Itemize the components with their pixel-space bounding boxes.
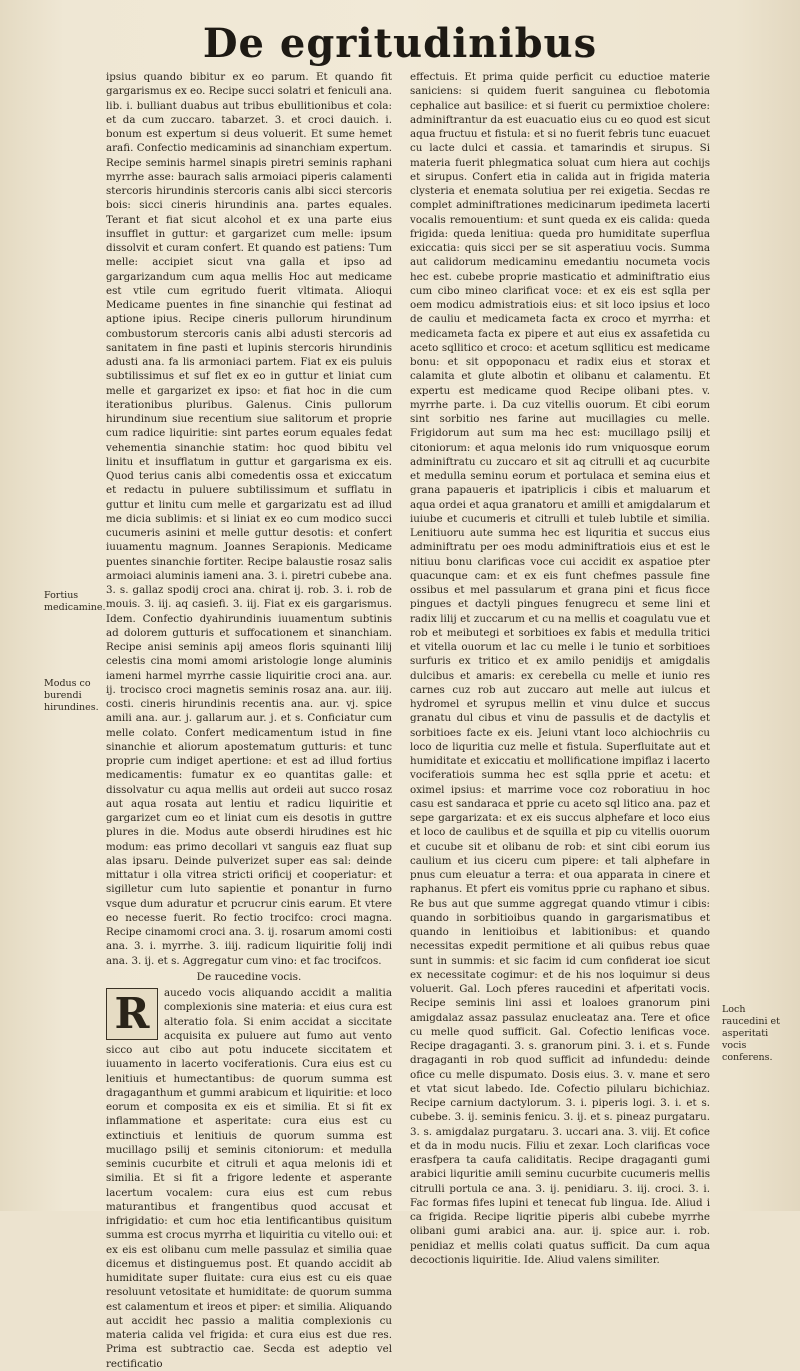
- section-initial-block: [106, 986, 392, 1371]
- left-text-column: [106, 70, 392, 1370]
- margin-note-loch: Loch raucedini et asperitati vocis conferens.: [722, 1004, 781, 1063]
- page-title: De egritudinibus: [202, 20, 598, 67]
- right-paragraph-1: effectuis. Et prima quide perficit cu eductioe materie saniciens: si quidem fuerit sanguinea cu flebotomia cephalice aut basilice: et si fuerit cu permixtioe cholere: adminiftrantur da est euacuatio eius cu eo quod est sicut aqua fructuu et fistula: et si no fuerit febris tunc euacuet cu lacte dulci et cassia. et tamarindis et sirupus. Si materia fuerit phlegmatica soluat cum hiera aut cochijs et sirupus. Confert etia in calida aut in frigida materia clysteria et enemata solutiua per rei exigetia. Secdas re complet adminiftrationes medicinarum ipedimeta lacerti vocalis remouentium: et sunt queda ex eis calida: queda frigida: queda lenitiua: queda pro humiditate superflua exiccatia: quis sicci per se sit asperatiuu vocis. Summa aut calidorum medicaminu emedantiu nocumeta vocis hec est. cubebe proprie masticatio et adminiftratio eius cum cibo mineo clarificat voce: et ex eis est sqlla per oem modicu admistratiois eius: et sit loco ipsius et loco de cauliu et medicameta facta ex croco et myrrha: et medicameta facta ex pipere et aut eius ex assafetida cu aceto sqllitico et croco: et acetum sqlliticu est medicame bonu: et sit oppoponacu et radix eius et storax et calamita et glute albotin et olibanu et calamentu. Et expertu est medicame quod Recipe olibani ptes. v. myrrhe parte. i. Da cuz vitellis ouorum. Et cibi eorum sint sorbitio nes farine aut mucillagies cu melle. Frigidorum aut sum ma hec est: mucillago psilij et citoniorum: et aqua melonis ido rum vniquosque eorum adminiftratu cu zuccaro et sit aq citrulli et aq cucurbite et medulla seminu eorum et portulaca et semina eius et grana papaueris et ipatriplicis i cibis et maluarum et aqua ordei et aqua granatoru et amilli et amigdalarum et iuiube et cucumeris et citrulli et tuleb lubtile et similia. Lenitiuoru aute summa hec est liquritia et succus eius adminiftratu per oes modu adminiftratiois eius et est le nitiuu bonu clarificas voce cui accidit ex aspatioe pter quacunque cam: et ex eis funt chefmes passule fine ossibus et mel passularum et grana pini et ficus ficce pingues et dactyli pingues fenugrecu et seme lini et radix lilij et zuccarum et cu na mellis et coagulatu vue et rob et meibutegi et sorbitioes ex fabis et medulla tritici et vitella ouorum et lac cu melle i le tunio et sorbitioes surfuris ex tritico et ex amilo penidijs et amigdalis dulcibus et amaris: ex cerebella cu melle et iunio res carnes cuz rob aut zuccaro aut melle aut iulcus et hydromel et syrupus mellin et vinu dulce et succus granatu dul cibus et vinu de passulis et de dactylis et sorbitioes facte ex eis. Jeiuni vtant loco alchiochriis cu loco de liquritia cuz melle et fistula. Superfluitate aut et humiditate et exiccatiu et mollificatione impiflaz i lacerto vociferatiois summa hec est sqlla pprie et acetu: et oximel ipsius: et marrime voce coz roboratiuu in hoc casu est sandaraca et pprie cu aceto sql litico ana. paz et sepe gargarizata: et ex eis succus alphefare et loco eius et loco de caulibus et de squilla et pip cu vitellis ouorum et cucube sit et olibanu de rob: et sint cibi eorum ius caulium et ius ciceru cum pipere: et tali alphefare in pnus cum eleuatur a terra: et oua apparata in cinere et raphanus. Et pfert eis vomitus pprie cu raphano et sibus. Re bus aut que summe aggregat quando vtimur i cibis: quando in sorbitioibus quando in gargarismatibus et quando in lenitioibus et labitionibus: et quando necessitas expedit permitione et ali quibus rebus quae sunt in summis: et sic facim id cum confiderat ioe sicut ex necessitate cogimur: et de his nos loquimur si deus voluerit. Gal. Loch pferes raucedini et afperitati vocis. Recipe seminis lini assi et loaloes granorum pini amigdalaz assaz passulaz enucleataz ana. Tere et ofice cu melle quod sufficit. Gal. Cofectio lenificas voce. Recipe dragaganti. 3. s. granorum pini. 3. i. et s. Funde dragaganti in rob quod sufficit ad infundedu: deinde ofice cu melle dispumato. Dosis eius. 3. v. mane et sero et vtat sicut labedo. Ide. Cofectio pilularu bichichiaz. Recipe carnium dactylorum. 3. i. piperis logi. 3. i. et s. cubebe. 3. ij. seminis fenicu. 3. ij. et s. pineaz purgataru. 3. s. amigdalaz purgataru. 3. uccari ana. 3. viij. Et cofice et da in modu nucis. Filiu et zexar. Loch clarificas voce erasfpera ta caufa caliditatis. Recipe dragaganti gumi arabici liquritie amili seminu cucurbite cucumeris mellis citrulli portula ce ana. 3. ij. penidiaru. 3. iij. croci. 3. i. Fac formas fifes lupini et tenecat fub lingua. Ide. Aliud i ca frigida. Recipe liqritie piperis albi cubebe myrrhe olibani gumi arabici ana. aur. ij. spice aur. i. rob. penidiaz et mellis colati quatus sufficit. Da cum aqua decoctionis liquiritie. Ide. Aliud valens similiter.: [410, 71, 710, 1266]
- margin-note-modus: Modus co burendi hirundines.: [44, 678, 99, 713]
- margin-note-fortius: Fortius medicamine.: [44, 590, 106, 613]
- decorated-initial-letter: R: [106, 988, 158, 1040]
- left-paragraph-2: aucedo vocis aliquando accidit a malitia complexionis sine materia: et eius cura est alteratio fola. Si enim accidat a siccitate acquisita ex puluere aut fumo aut vento sicco aut cibo aut potu inducete siccitatem et iuuamento in lacerto vociferationis. Cura eius est cu lenitiuis et humectantibus: de quorum summa est dragaganthum et gummi arabicum et liquiritie: et loco eorum et composita ex eis et similia. Et si fit ex inflammatione et asperitate: cura eius est cu extinctiuis et lenitiuis de quorum summa est mucillago psilij et seminis citoniorum: et medulla seminis cucurbite et citruli et aqua melonis idi et similia. Et si fit a frigore ledente et asperante lacertum vocalem: cura eius est cum rebus maturantibus et frangentibus quod accusat et infrigidatio: et cum hoc etia lentificantibus quisitum summa est crocus myrrha et liquiritia cu vitello oui: et ex eis est olibanu cum melle passulaz et similia quae dicemus et distinguemus post. Et quando accidit ab humiditate super fluitate: cura eius est cu eis quae resoluunt vetositate et humiditate: de quorum summa est calamentum et ireos et piper: et similia. Aliquando aut accidit hec passio a malitia complexionis cu materia calida vel frigida: et cura eius est due res. Prima est subtractio cae. Secda est adeptio vel rectificatio: [106, 987, 392, 1370]
- left-paragraph-1: ipsius quando bibitur ex eo parum. Et quando fit gargarismus ex eo. Recipe succi solatri et feniculi ana. lib. i. bulliant duabus aut tribus ebullitionibus et cola: et da cum zuccaro. tabarzet. 3. et croci dauich. i. bonum est expertum si deus voluerit. Et sume hemet arafi. Confectio medicaminis ad sinanchiam expertum. Recipe seminis harmel sinapis piretri seminis raphani myrrhe asse: baurach salis armoiaci piperis calamenti stercoris hirundinis stercoris canis albi sicci stercoris bois: sicci cineris hirundinis ana. partes equales. Terant et fiat sicut alcohol et ex una parte eius insufflet in guttur: et gargarizet cum melle: ipsum dissolvit et curam confert. Et quando est patiens: Tum melle: accipiet sicut vna galla et ipso ad gargarizandum cum aqua mellis Hoc aut medicame est vtile cum egritudo fuerit vltimata. Alioqui Medicame puentes in fine sinanchie qui festinat ad aptione ipius. Recipe cineris pullorum hirundinum combustorum stercoris canis albi adusti stercoris ad sanitatem in fine pasti et lupinis stercoris hirundinis adusti ana. fa lis armoniaci partem. Fiat ex eis puluis subtilissimus et suf flet ex eo in guttur et liniat cum melle et gargarizet ex ipso: et fiat hoc in die cum iterationibus pluribus. Galenus. Cinis pullorum hirundinum siue recentium siue salitorum et proprie cum radice liquiritie: sint partes eorum equales fedat vehementia sinanchie statim: hoc quod bibitu vel linitu et insufflatum in guttur et gargarisma ex eis. Quod terius canis albi comedentis ossa et exiccatum et redactu in puluere subtilissimum et sufflatu in guttur et linitu cum melle et gargarizatu est ad illud me dicia sublimis: et si liniat ex eo cum modico succi cucumeris asinini et melle guttur desotis: et confert iuuamentu magnum. Joannes Serapionis. Medicame puentes sinanchie fortiter. Recipe balaustie rosaz salis armoiaci aluminis iameni ana. 3. i. piretri cubebe ana. 3. s. gallaz spodij croci ana. chirat ij. rob. 3. i. rob de mouis. 3. iij. aq casiefi. 3. iij. Fiat ex eis gargarismus. Idem. Confectio dyahirundinis iuuamentum subtinis ad dolorem gutturis et suffocationem et sinanchiam. Recipe anisi seminis apij ameos floris squinanti lilij celestis cina momi amomi aristologie longe aluminis iameni harmel myrrhe cassie liquiritie croci ana. aur. ij. trocisco croci magnetis seminis rosaz ana. aur. iiij. costi. cineris hirundinis recentis ana. aur. vj. spice amili ana. aur. j. gallarum aur. j. et s. Conficiatur cum melle colato. Confert medicamentum istud in fine sinanchie et aliorum apostematum gutturis: et tunc proprie cum indiget apertione: et est ad illud fortius medicamentis: fumatur ex eo quantitas galle: et dissolvatur cu aqua mellis aut ordeii aut succo rosaz aut aqua rosata aut lentiu et radicu liquiritie et gargarizet cum eo et liniat cum eis desotis in guttre plures in die. Modus aute obserdi hirudines est hic modum: eas primo decollari vt sanguis eaz fluat sup alas ipsaru. Deinde pulverizet super eas sal: deinde mittatur i olla vitrea stricti orificij et cooperiatur: et sigilletur cum luto sapientie et ponantur in furno vsque dum aduratur et pcrucrur cinis earum. Et vtere eo necesse fuerit. Ro fectio trocifco: croci magna. Recipe cinamomi croci ana. 3. ij. rosarum amomi costi ana. 3. i. myrrhe. 3. iiij. radicum liquiritie folij indi ana. 3. ij. et s. Aggregatur cum vino: et fac trocifcos.: [106, 71, 392, 967]
- section-rubric: De raucedine vocis.: [196, 970, 302, 983]
- right-text-column: [410, 70, 710, 1266]
